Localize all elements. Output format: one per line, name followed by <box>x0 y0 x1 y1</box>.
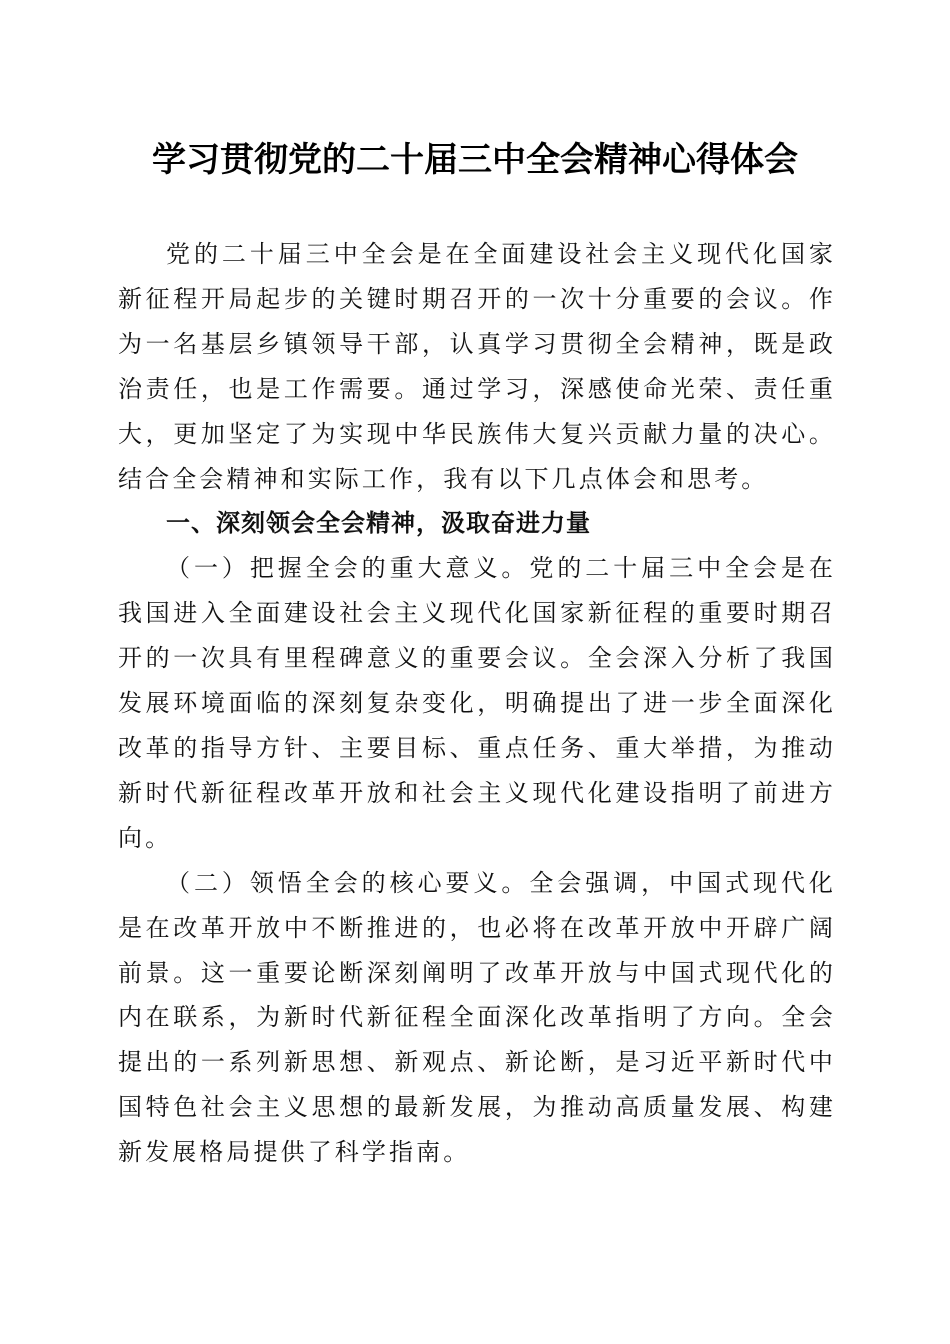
paragraph-1-2: （二）领悟全会的核心要义。全会强调，中国式现代化是在改革开放中不断推进的，也必将在改革开放中开辟广阔前景。这一重要论断深刻阐明了改革开放与中国式现代化的内在联系，为新时代新征程全面深化改革指明了方向。全会提出的一系列新思想、新观点、新论断，是习近平新时代中国特色社会主义思想的最新发展，为推动高质量发展、构建新发展格局提供了科学指南。 <box>118 868 836 1167</box>
paragraph-1-1: （一）把握全会的重大意义。党的二十届三中全会是在我国进入全面建设社会主义现代化国家新征程的重要时期召开的一次具有里程碑意义的重要会议。全会深入分析了我国发展环境面临的深刻复杂变化，明确提出了进一步全面深化改革的指导方针、主要目标、重点任务、重大举措，为推动新时代新征程改革开放和社会主义现代化建设指明了前进方向。 <box>118 554 836 852</box>
paragraph-intro: 党的二十届三中全会是在全面建设社会主义现代化国家新征程开局起步的关键时期召开的一次十分重要的会议。作为一名基层乡镇领导干部，认真学习贯彻全会精神，既是政治责任，也是工作需要。通过学习，深感使命光荣、责任重大，更加坚定了为实现中华民族伟大复兴贡献力量的决心。结合全会精神和实际工作，我有以下几点体会和思考。 <box>118 240 836 493</box>
document-body <box>118 232 836 1175</box>
section-heading-1: 一、深刻领会全会精神，汲取奋进力量 <box>166 509 591 538</box>
document-title: 学习贯彻党的二十届三中全会精神心得体会 <box>152 140 798 180</box>
